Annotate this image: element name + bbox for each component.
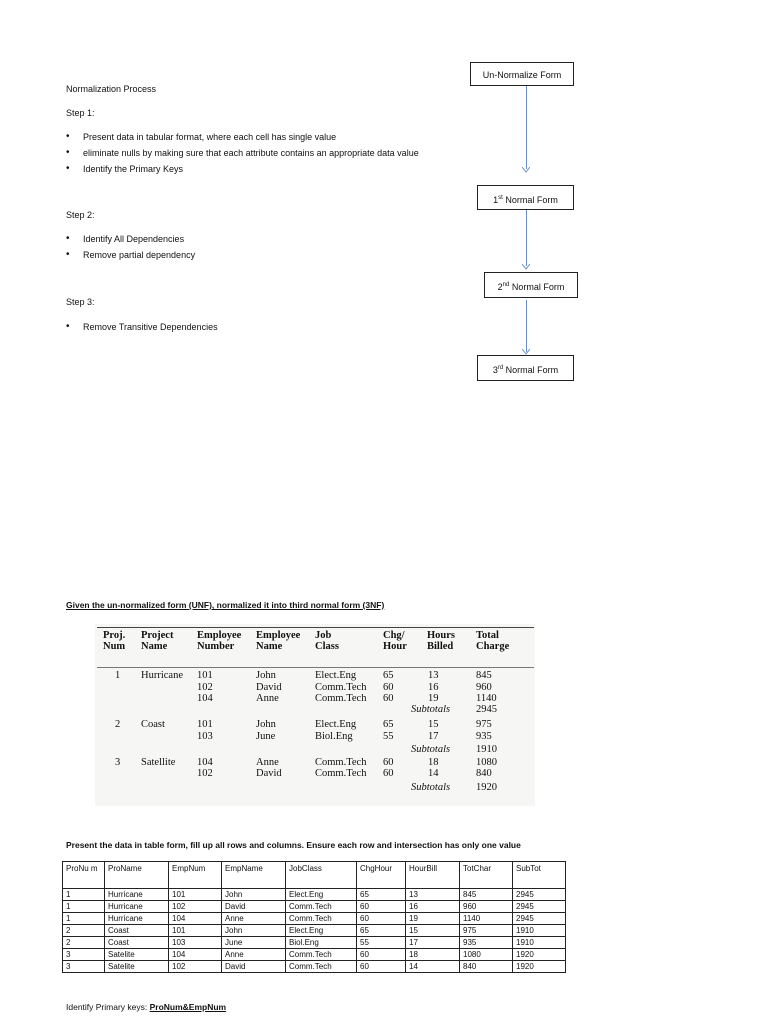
table-cell: 16 xyxy=(406,901,460,913)
emp-name: June xyxy=(256,731,276,742)
table-cell: 2945 xyxy=(513,913,566,925)
total-charge: 935 xyxy=(476,731,492,742)
emp-name: Anne xyxy=(256,693,279,704)
table-cell: June xyxy=(222,937,286,949)
table-row xyxy=(63,901,566,913)
table-cell: 1080 xyxy=(460,949,513,961)
table-cell: 1910 xyxy=(513,937,566,949)
chg-hour: 60 xyxy=(383,768,394,779)
chg-hour: 65 xyxy=(383,670,394,681)
emp-num: 104 xyxy=(197,757,213,768)
table-row xyxy=(63,925,566,937)
chg-hour: 60 xyxy=(383,682,394,693)
col-header: EmpNum xyxy=(169,862,222,889)
col-header: Charge xyxy=(476,641,510,652)
step1-bullet: • Present data in tabular format, where each cell has single value xyxy=(66,129,419,145)
emp-name: David xyxy=(256,768,282,779)
col-header: Name xyxy=(141,641,168,652)
emp-num: 102 xyxy=(197,682,213,693)
nf1-num: 1 xyxy=(493,195,499,205)
col-header: JobClass xyxy=(286,862,357,889)
unf-box xyxy=(470,62,574,86)
table-cell: 2 xyxy=(63,937,105,949)
col-header: Total xyxy=(476,630,499,641)
step3-label: Step 3: xyxy=(66,297,95,307)
col-header: Hour xyxy=(383,641,407,652)
table-cell: 104 xyxy=(169,913,222,925)
top-rule xyxy=(97,627,534,628)
hours-billed: 19 xyxy=(428,693,439,704)
arrow-down-icon xyxy=(522,264,530,270)
col-header: Chg/ xyxy=(383,630,405,641)
table-cell: 102 xyxy=(169,961,222,973)
emp-name: John xyxy=(256,719,276,730)
step1-bullet: • Identify the Primary Keys xyxy=(66,161,419,177)
table-cell: David xyxy=(222,901,286,913)
step1-bullet: • eliminate nulls by making sure that each attribute contains an appropriate data value xyxy=(66,145,419,161)
table-row xyxy=(63,937,566,949)
emp-name: John xyxy=(256,670,276,681)
job-class: Comm.Tech xyxy=(315,768,367,779)
col-header: Project xyxy=(141,630,174,641)
table-cell: Elect.Eng xyxy=(286,925,357,937)
present-instruction: Present the data in table form, fill up all rows and columns. Ensure each row and intersection has only one value xyxy=(66,840,521,850)
col-header: Name xyxy=(256,641,283,652)
step1-label: Step 1: xyxy=(66,108,95,118)
table-cell: Comm.Tech xyxy=(286,949,357,961)
table-cell: 1 xyxy=(63,901,105,913)
nf1-label: Normal Form xyxy=(502,195,558,205)
table-cell: 845 xyxy=(460,889,513,901)
nf1-sup: st xyxy=(498,195,503,201)
step3-list xyxy=(66,319,218,335)
table-cell: Comm.Tech xyxy=(286,901,357,913)
unf-table-image xyxy=(95,624,535,806)
data-table xyxy=(62,861,566,973)
project-num: 3 xyxy=(115,757,121,768)
emp-name: David xyxy=(256,682,282,693)
col-header: ProName xyxy=(105,862,169,889)
job-class: Elect.Eng xyxy=(315,719,357,730)
table-cell: John xyxy=(222,925,286,937)
hours-billed: 15 xyxy=(428,719,439,730)
col-header: Billed xyxy=(427,641,454,652)
subtotals-label: Subtotals xyxy=(411,744,451,755)
table-cell: 960 xyxy=(460,901,513,913)
table-cell: 14 xyxy=(406,961,460,973)
table-header-row xyxy=(63,862,566,889)
table-cell: Hurricane xyxy=(105,913,169,925)
step1-list xyxy=(66,129,419,177)
col-header: Employee xyxy=(256,630,301,641)
col-header: SubTot xyxy=(513,862,566,889)
col-header: Hours xyxy=(427,630,456,641)
subtotal-value: 1920 xyxy=(476,782,497,793)
table-cell: 17 xyxy=(406,937,460,949)
hours-billed: 13 xyxy=(428,670,439,681)
nf3-box xyxy=(477,355,574,381)
col-header: Num xyxy=(103,641,126,652)
table-cell: 1 xyxy=(63,913,105,925)
table-cell: 55 xyxy=(357,937,406,949)
emp-num: 104 xyxy=(197,693,213,704)
total-charge: 975 xyxy=(476,719,492,730)
job-class: Comm.Tech xyxy=(315,757,367,768)
nf2-num: 2 xyxy=(497,282,503,292)
chg-hour: 60 xyxy=(383,693,394,704)
table-cell: 2 xyxy=(63,925,105,937)
table-cell: Comm.Tech xyxy=(286,961,357,973)
total-charge: 840 xyxy=(476,768,492,779)
table-cell: Coast xyxy=(105,937,169,949)
table-row xyxy=(63,889,566,901)
unf-label: Un-Normalize Form xyxy=(482,70,562,80)
step2-bullet: • Identify All Dependencies xyxy=(66,231,195,247)
table-cell: 13 xyxy=(406,889,460,901)
chg-hour: 65 xyxy=(383,719,394,730)
table-cell: 60 xyxy=(357,901,406,913)
job-class: Comm.Tech xyxy=(315,682,367,693)
nf2-sup: nd xyxy=(502,282,510,288)
emp-num: 101 xyxy=(197,719,213,730)
table-cell: 60 xyxy=(357,913,406,925)
table-cell: 18 xyxy=(406,949,460,961)
table-cell: 975 xyxy=(460,925,513,937)
col-header: ProNu m xyxy=(63,862,105,889)
chg-hour: 60 xyxy=(383,757,394,768)
table-cell: 102 xyxy=(169,901,222,913)
table-cell: Hurricane xyxy=(105,889,169,901)
step3-bullet: • Remove Transitive Dependencies xyxy=(66,319,218,335)
table-row xyxy=(63,949,566,961)
hours-billed: 17 xyxy=(428,731,439,742)
col-header: HourBill xyxy=(406,862,460,889)
nf3-num: 3 xyxy=(492,365,498,375)
table-cell: 65 xyxy=(357,889,406,901)
table-cell: Biol.Eng xyxy=(286,937,357,949)
header-rule xyxy=(97,667,534,668)
step2-bullet: • Remove partial dependency xyxy=(66,247,195,263)
table-row xyxy=(63,913,566,925)
col-header: Job xyxy=(315,630,332,641)
table-cell: David xyxy=(222,961,286,973)
subtotals-label: Subtotals xyxy=(411,704,451,715)
table-cell: Satelite xyxy=(105,961,169,973)
emp-name: Anne xyxy=(256,757,279,768)
flow-connector xyxy=(526,86,527,169)
step2-list xyxy=(66,231,195,263)
table-cell: Satelite xyxy=(105,949,169,961)
job-class: Comm.Tech xyxy=(315,693,367,704)
table-cell: John xyxy=(222,889,286,901)
table-cell: 1140 xyxy=(460,913,513,925)
table-cell: 3 xyxy=(63,961,105,973)
step2-label: Step 2: xyxy=(66,210,95,220)
col-header: EmpName xyxy=(222,862,286,889)
page-heading: Normalization Process xyxy=(66,84,157,94)
chg-hour: 55 xyxy=(383,731,394,742)
nf1-box xyxy=(477,185,574,210)
nf2-box xyxy=(484,272,578,298)
total-charge: 845 xyxy=(476,670,492,681)
hours-billed: 16 xyxy=(428,682,439,693)
table-cell: Anne xyxy=(222,949,286,961)
primary-keys-line xyxy=(66,1002,226,1012)
col-header: Proj. xyxy=(103,630,126,641)
table-cell: 60 xyxy=(357,949,406,961)
col-header: Employee xyxy=(197,630,242,641)
table-cell: Comm.Tech xyxy=(286,913,357,925)
arrow-down-icon xyxy=(522,167,530,173)
primary-keys-value: ProNum&EmpNum xyxy=(149,1002,227,1012)
table-cell: 60 xyxy=(357,961,406,973)
job-class: Biol.Eng xyxy=(315,731,353,742)
total-charge: 960 xyxy=(476,682,492,693)
table-cell: 1920 xyxy=(513,949,566,961)
subtotal-value: 2945 xyxy=(476,704,497,715)
table-cell: Hurricane xyxy=(105,901,169,913)
flow-connector xyxy=(526,300,527,352)
table-cell: 840 xyxy=(460,961,513,973)
table-cell: Anne xyxy=(222,913,286,925)
hours-billed: 18 xyxy=(428,757,439,768)
project-num: 2 xyxy=(115,719,121,730)
col-header: ChgHour xyxy=(357,862,406,889)
table-cell: 15 xyxy=(406,925,460,937)
nf2-label: Normal Form xyxy=(509,282,565,292)
primary-keys-label: Identify Primary keys: xyxy=(66,1002,150,1012)
project-name: Satellite xyxy=(141,757,176,768)
table-cell: 101 xyxy=(169,925,222,937)
project-num: 1 xyxy=(115,670,121,681)
table-cell: 19 xyxy=(406,913,460,925)
table-cell: 101 xyxy=(169,889,222,901)
table-cell: 1 xyxy=(63,889,105,901)
col-header: Class xyxy=(315,641,339,652)
table-cell: 1920 xyxy=(513,961,566,973)
emp-num: 101 xyxy=(197,670,213,681)
table-cell: 1910 xyxy=(513,925,566,937)
subtotals-label: Subtotals xyxy=(411,782,451,793)
table-cell: 935 xyxy=(460,937,513,949)
nf3-label: Normal Form xyxy=(503,365,559,375)
table-row xyxy=(63,961,566,973)
project-name: Hurricane xyxy=(141,670,183,681)
emp-num: 103 xyxy=(197,731,213,742)
col-header: TotChar xyxy=(460,862,513,889)
total-charge: 1080 xyxy=(476,757,497,768)
table-cell: 3 xyxy=(63,949,105,961)
project-name: Coast xyxy=(141,719,165,730)
col-header: Number xyxy=(197,641,235,652)
table-cell: 2945 xyxy=(513,901,566,913)
nf3-sup: rd xyxy=(497,365,504,371)
total-charge: 1140 xyxy=(476,693,497,704)
table-cell: Coast xyxy=(105,925,169,937)
table-cell: 103 xyxy=(169,937,222,949)
table-cell: 2945 xyxy=(513,889,566,901)
hours-billed: 14 xyxy=(428,768,439,779)
job-class: Elect.Eng xyxy=(315,670,357,681)
flow-connector xyxy=(526,210,527,266)
table-cell: 104 xyxy=(169,949,222,961)
table-cell: Elect.Eng xyxy=(286,889,357,901)
subtotal-value: 1910 xyxy=(476,744,497,755)
emp-num: 102 xyxy=(197,768,213,779)
table-cell: 65 xyxy=(357,925,406,937)
task-heading: Given the un-normalized form (UNF), normalized it into third normal form (3NF) xyxy=(66,600,385,610)
